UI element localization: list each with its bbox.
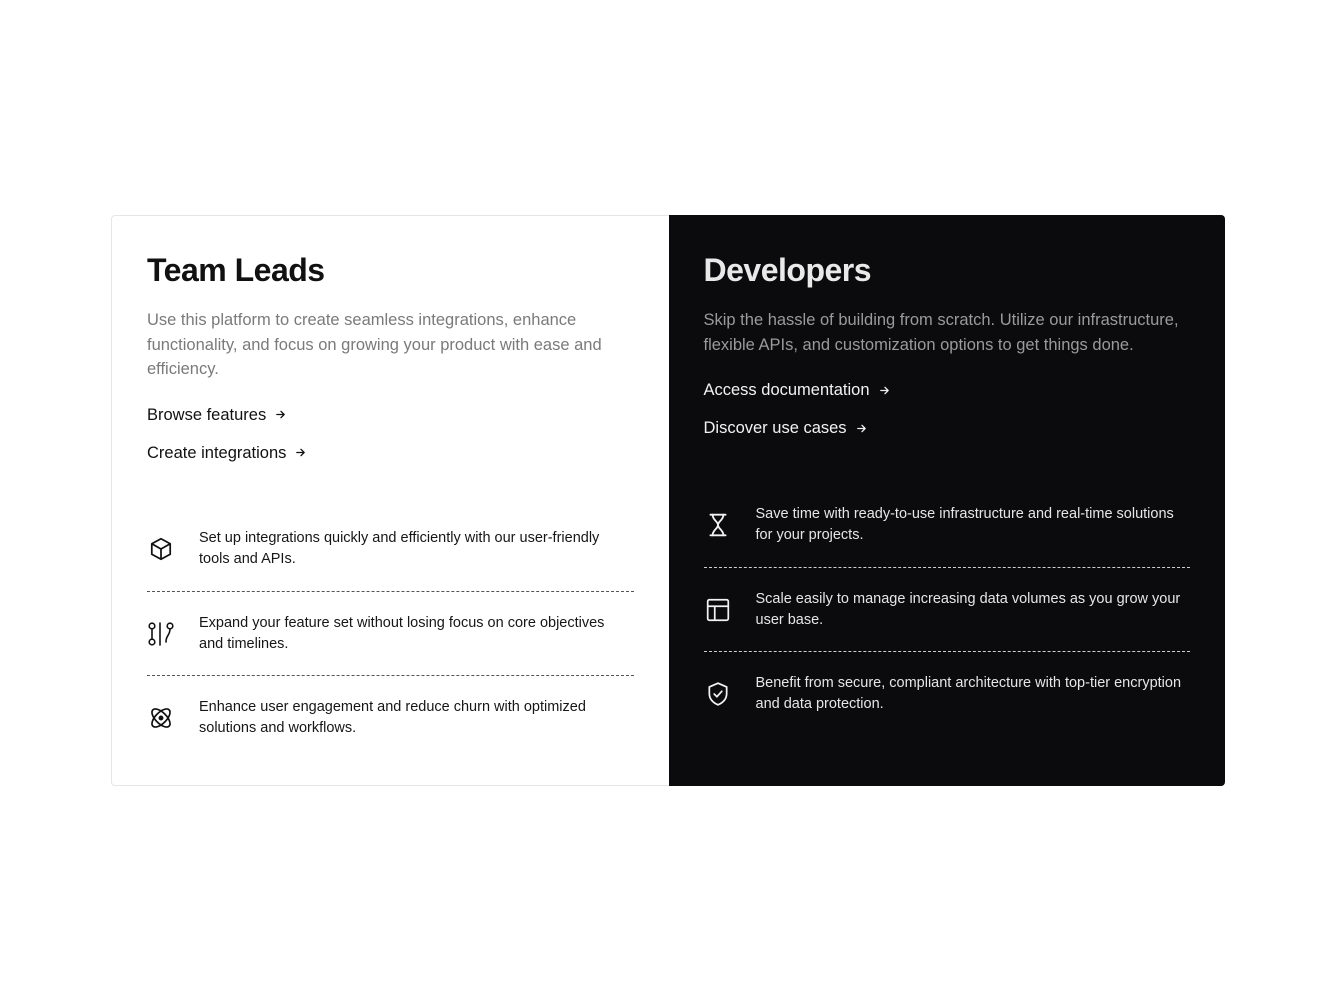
arrow-right-icon [275,409,286,420]
browse-features-link[interactable] [147,404,634,426]
feature-text: Benefit from secure, compliant architecture with top-tier encryption and data protection. [755,674,1182,712]
developers-card [669,215,1226,786]
feature-item [704,567,1191,651]
developers-description: Skip the hassle of building from scratch. Utilize our infrastructure, flexible APIs, and customization options to get things done. [703,311,1179,354]
team-leads-description: Use this platform to create seamless integrations, enhance functionality, and focus on growing your product with ease and efficiency. [147,311,602,378]
discover-use-cases-label: Discover use cases [703,419,847,437]
feature-text: Expand your feature set without losing focus on core objectives and timelines. [199,614,605,652]
feature-text: Save time with ready-to-use infrastructure and real-time solutions for your projects. [755,506,1174,543]
access-documentation-link[interactable] [704,379,1191,401]
cube-icon [147,535,175,563]
team-leads-title: Team Leads [147,252,325,288]
developers-title: Developers [703,252,872,288]
arrow-right-icon [879,385,890,396]
team-leads-features [147,507,634,759]
feature-item [147,591,634,675]
developers-links [704,379,1191,439]
layout-icon [704,596,732,624]
shield-check-icon [704,680,732,708]
discover-use-cases-link[interactable] [704,417,1191,439]
arrow-right-icon [856,423,867,434]
team-leads-links [147,404,634,464]
feature-text: Enhance user engagement and reduce churn with optimized solutions and workflows. [199,698,586,736]
hourglass-icon [704,511,732,539]
access-documentation-label: Access documentation [703,381,870,399]
git-branch-icon [147,620,175,648]
audience-cards [111,215,1225,786]
feature-text: Scale easily to manage increasing data volumes as you grow your user base. [755,590,1181,628]
feature-item [704,483,1191,567]
developers-features [704,483,1191,735]
browse-features-label: Browse features [147,405,267,424]
feature-item [704,651,1191,735]
feature-text: Set up integrations quickly and efficiently with our user-friendly tools and APIs. [199,530,600,567]
create-integrations-label: Create integrations [147,443,287,462]
team-leads-card [112,216,669,785]
arrow-right-icon [295,447,306,458]
feature-item [147,675,634,759]
atom-icon [147,704,175,732]
feature-item [147,507,634,591]
create-integrations-link[interactable] [147,442,634,464]
